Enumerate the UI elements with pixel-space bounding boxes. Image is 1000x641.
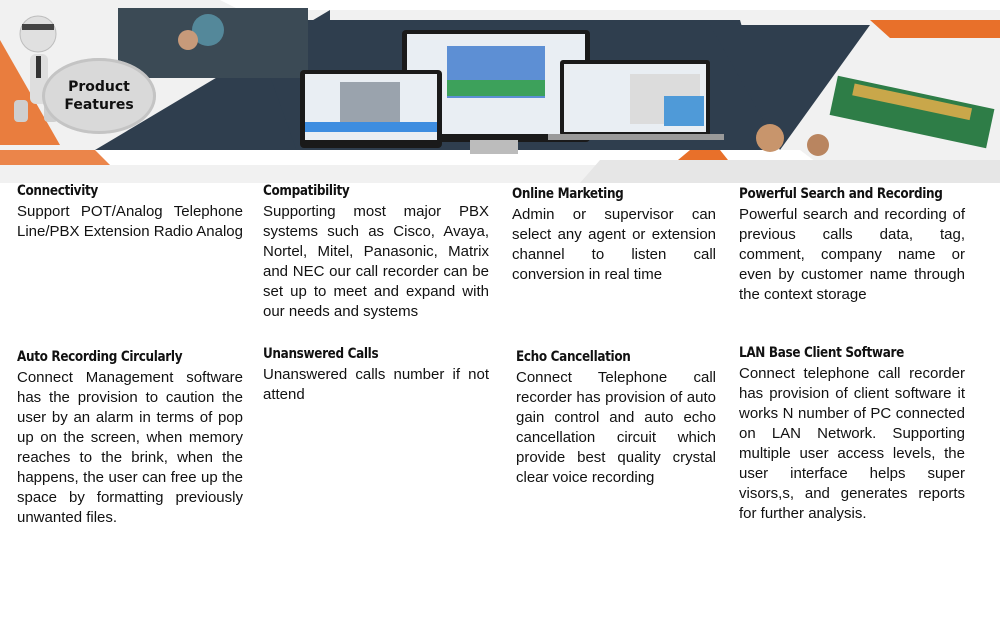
feature-text: Support POT/Analog Telephone Line/PBX Extension Radio Analog bbox=[17, 203, 243, 240]
badge-line-2: Features bbox=[64, 97, 134, 113]
feature-auto-recording bbox=[17, 347, 243, 528]
product-features-badge bbox=[42, 58, 156, 134]
feature-text: Connect Telephone call recorder has provision of auto gain control and auto echo cancellation circuit which provide best quality crystal clear voice recording bbox=[516, 369, 716, 486]
feature-text: Connect Management software has the provision to caution the user by an alarm in terms of pop up on the screen, when memory reaches to the brink, when the happens, the user can free up the space by formatting previously unwanted files. bbox=[17, 369, 243, 526]
feature-title: Compatibility bbox=[263, 183, 350, 199]
feature-lan-client bbox=[739, 343, 965, 524]
feature-title: LAN Base Client Software bbox=[739, 345, 904, 361]
badge-line-1: Product bbox=[68, 79, 130, 95]
feature-title: Auto Recording Circularly bbox=[17, 349, 183, 365]
feature-title: Unanswered Calls bbox=[263, 346, 379, 362]
feature-unanswered-calls bbox=[263, 344, 489, 405]
feature-title: Connectivity bbox=[17, 183, 98, 199]
feature-echo-cancellation bbox=[516, 347, 716, 488]
feature-online-marketing bbox=[512, 184, 716, 285]
feature-text: Unanswered calls number if not attend bbox=[263, 366, 489, 403]
feature-text: Supporting most major PBX systems such as Cisco, Avaya, Nortel, Mitel, Panasonic, Matrix and NEC our call recorder can be set up to meet and expand with our needs and systems bbox=[263, 203, 489, 320]
feature-title: Echo Cancellation bbox=[516, 349, 631, 365]
feature-text: Powerful search and recording of previous calls data, tag, comment, company name or even by customer name through the context storage bbox=[739, 206, 965, 303]
feature-compatibility bbox=[263, 181, 489, 322]
feature-search-recording bbox=[739, 184, 965, 305]
feature-text: Admin or supervisor can select any agent or extension channel to listen call conversion in real time bbox=[512, 206, 716, 283]
feature-title: Powerful Search and Recording bbox=[739, 186, 943, 202]
feature-connectivity bbox=[17, 181, 243, 242]
feature-title: Online Marketing bbox=[512, 186, 624, 202]
feature-text: Connect telephone call recorder has provision of client software it works N number of PC connected on LAN Network. Supporting multiple user access levels, the user interface helps super visors,s, and generates reports for further analysis. bbox=[739, 365, 965, 522]
product-features-banner bbox=[0, 0, 1000, 183]
